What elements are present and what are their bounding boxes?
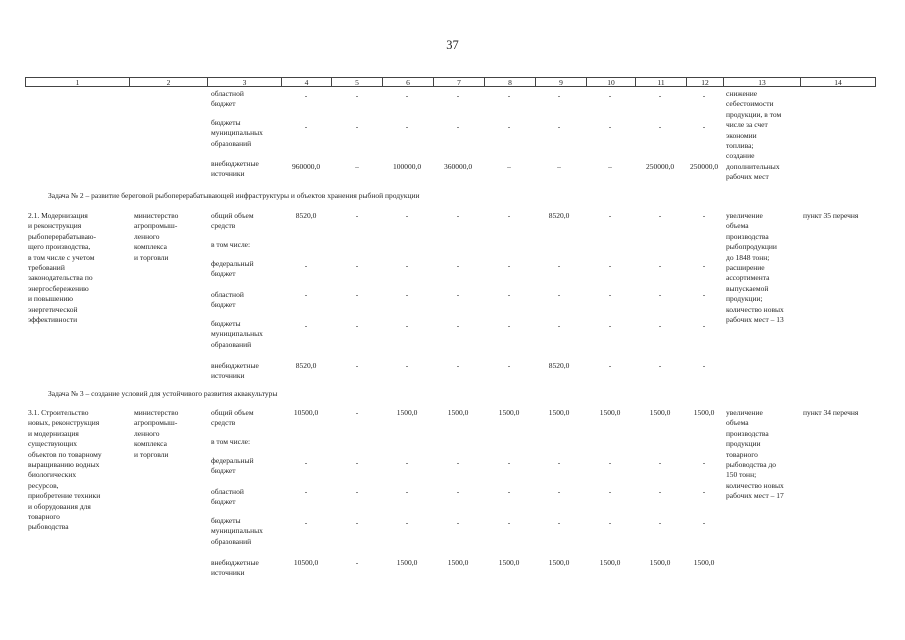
value-cell: - bbox=[304, 122, 308, 131]
value-cell: - bbox=[507, 361, 511, 370]
value-cell: 1500,0 bbox=[396, 558, 418, 567]
value-cell: - bbox=[355, 487, 359, 496]
value-cell: - bbox=[355, 290, 359, 299]
column-header-5: 5 bbox=[331, 77, 382, 87]
value-cell: – bbox=[507, 162, 511, 171]
value-cell: - bbox=[355, 261, 359, 270]
value-cell: - bbox=[702, 518, 706, 527]
value-cell: - bbox=[507, 518, 511, 527]
value-cell: - bbox=[456, 321, 460, 330]
value-cell: - bbox=[702, 122, 706, 131]
value-cell: - bbox=[507, 122, 511, 131]
value-cell: 10500,0 bbox=[293, 408, 319, 417]
value-cell: - bbox=[355, 408, 359, 417]
value-cell: - bbox=[456, 91, 460, 100]
column-header-1: 1 bbox=[25, 77, 129, 87]
column-header-14: 14 bbox=[800, 77, 876, 87]
value-cell: 1500,0 bbox=[599, 408, 621, 417]
funding-source: федеральный бюджет bbox=[211, 259, 254, 279]
funding-source: внебюджетные источники bbox=[211, 361, 259, 381]
value-cell: 1500,0 bbox=[498, 408, 520, 417]
value-cell: - bbox=[702, 487, 706, 496]
column-header-10: 10 bbox=[586, 77, 635, 87]
value-cell: - bbox=[608, 290, 612, 299]
funding-source: бюджеты муниципальных образований bbox=[211, 516, 263, 546]
column-header-8: 8 bbox=[484, 77, 535, 87]
column-header-13: 13 bbox=[723, 77, 800, 87]
value-cell: - bbox=[557, 290, 561, 299]
value-cell: - bbox=[557, 518, 561, 527]
column-header-7: 7 bbox=[433, 77, 484, 87]
value-cell: – bbox=[608, 162, 612, 171]
value-cell: 1500,0 bbox=[649, 558, 671, 567]
value-cell: - bbox=[355, 122, 359, 131]
expected-result: увеличение объема производства продукции товарного рыбоводства до 150 тонн; количество новых рабочих мест – 17 bbox=[726, 408, 784, 501]
value-cell: - bbox=[405, 211, 409, 220]
expected-result: увеличение объема производства рыбопродукции до 1848 тонн; расширение ассортимента выпускаемой продукции; количество новых рабочих мест – 13 bbox=[726, 211, 784, 325]
funding-source: общий объем средств bbox=[211, 211, 254, 231]
value-cell: - bbox=[405, 321, 409, 330]
funding-source: в том числе: bbox=[211, 240, 251, 249]
value-cell: - bbox=[557, 321, 561, 330]
value-cell: - bbox=[608, 321, 612, 330]
funding-source: внебюджетные источники bbox=[211, 558, 259, 578]
value-cell: 1500,0 bbox=[548, 408, 570, 417]
value-cell: - bbox=[608, 122, 612, 131]
value-cell: - bbox=[405, 290, 409, 299]
value-cell: - bbox=[658, 321, 662, 330]
value-cell: - bbox=[456, 122, 460, 131]
funding-source: в том числе: bbox=[211, 437, 251, 446]
value-cell: - bbox=[405, 458, 409, 467]
value-cell: - bbox=[456, 211, 460, 220]
funding-source: бюджеты муниципальных образований bbox=[211, 319, 263, 349]
value-cell: 100000,0 bbox=[392, 162, 422, 171]
value-cell: - bbox=[608, 91, 612, 100]
expected-result: снижение себестоимости продукции, в том числе за счет экономии топлива; создание дополнительных рабочих мест bbox=[726, 89, 782, 182]
value-cell: - bbox=[507, 458, 511, 467]
value-cell: - bbox=[405, 361, 409, 370]
value-cell: - bbox=[658, 487, 662, 496]
value-cell: - bbox=[304, 487, 308, 496]
funding-source: федеральный бюджет bbox=[211, 456, 254, 476]
value-cell: - bbox=[658, 361, 662, 370]
value-cell: - bbox=[608, 487, 612, 496]
task-heading: Задача № 3 – создание условий для устойчивого развития аквакультуры bbox=[48, 389, 278, 398]
value-cell: - bbox=[355, 361, 359, 370]
value-cell: - bbox=[608, 261, 612, 270]
column-header-11: 11 bbox=[635, 77, 686, 87]
value-cell: - bbox=[507, 261, 511, 270]
value-cell: - bbox=[702, 361, 706, 370]
column-header-12: 12 bbox=[686, 77, 723, 87]
value-cell: - bbox=[304, 261, 308, 270]
value-cell: - bbox=[702, 290, 706, 299]
value-cell: - bbox=[507, 211, 511, 220]
value-cell: - bbox=[405, 261, 409, 270]
value-cell: 250000,0 bbox=[689, 162, 719, 171]
value-cell: - bbox=[456, 518, 460, 527]
value-cell: 960000,0 bbox=[291, 162, 321, 171]
value-cell: - bbox=[456, 261, 460, 270]
value-cell: 1500,0 bbox=[447, 408, 469, 417]
value-cell: - bbox=[658, 91, 662, 100]
value-cell: 8520,0 bbox=[548, 211, 570, 220]
value-cell: - bbox=[405, 518, 409, 527]
value-cell: - bbox=[507, 91, 511, 100]
value-cell: - bbox=[355, 558, 359, 567]
value-cell: - bbox=[702, 321, 706, 330]
value-cell: - bbox=[507, 290, 511, 299]
value-cell: - bbox=[355, 91, 359, 100]
value-cell: 1500,0 bbox=[649, 408, 671, 417]
value-cell: - bbox=[405, 122, 409, 131]
value-cell: - bbox=[557, 487, 561, 496]
value-cell: - bbox=[304, 518, 308, 527]
program-reference: пункт 35 перечня bbox=[803, 211, 859, 220]
value-cell: - bbox=[608, 518, 612, 527]
value-cell: - bbox=[355, 518, 359, 527]
task-heading: Задача № 2 – развитие береговой рыбоперерабатывающей инфраструктуры и объектов хранения рыбной продукции bbox=[48, 191, 420, 200]
value-cell: - bbox=[658, 290, 662, 299]
value-cell: 360000,0 bbox=[443, 162, 473, 171]
funding-source: областной бюджет bbox=[211, 290, 244, 310]
executor: министерство агропромыш- ленного комплекса и торговли bbox=[134, 211, 179, 262]
value-cell: - bbox=[608, 211, 612, 220]
value-cell: - bbox=[658, 261, 662, 270]
value-cell: - bbox=[658, 518, 662, 527]
value-cell: 1500,0 bbox=[693, 408, 715, 417]
measure-name: 2.1. Модернизация и реконструкция рыбоперерабатываю- щего производства, в том числе с учетом требований законодательства по энергосбережению и повышению энергетической эффективности bbox=[28, 211, 96, 325]
value-cell: – bbox=[557, 162, 561, 171]
value-cell: - bbox=[702, 458, 706, 467]
value-cell: - bbox=[557, 122, 561, 131]
value-cell: - bbox=[608, 361, 612, 370]
value-cell: - bbox=[702, 211, 706, 220]
value-cell: - bbox=[507, 487, 511, 496]
value-cell: - bbox=[405, 487, 409, 496]
value-cell: - bbox=[456, 458, 460, 467]
executor: министерство агропромыш- ленного комплекса и торговли bbox=[134, 408, 179, 459]
funding-source: общий объем средств bbox=[211, 408, 254, 428]
column-header-6: 6 bbox=[382, 77, 433, 87]
value-cell: - bbox=[702, 261, 706, 270]
funding-source: областной бюджет bbox=[211, 487, 244, 507]
value-cell: - bbox=[355, 211, 359, 220]
page-number: 37 bbox=[446, 38, 459, 52]
value-cell: - bbox=[304, 91, 308, 100]
funding-source: областной бюджет bbox=[211, 89, 244, 109]
column-header-3: 3 bbox=[207, 77, 281, 87]
value-cell: - bbox=[456, 361, 460, 370]
funding-source: внебюджетные источники bbox=[211, 159, 259, 179]
value-cell: - bbox=[304, 458, 308, 467]
value-cell: - bbox=[557, 261, 561, 270]
value-cell: - bbox=[355, 321, 359, 330]
value-cell: 250000,0 bbox=[645, 162, 675, 171]
program-reference: пункт 34 перечня bbox=[803, 408, 859, 417]
column-header-9: 9 bbox=[535, 77, 586, 87]
value-cell: - bbox=[355, 458, 359, 467]
value-cell: - bbox=[456, 487, 460, 496]
value-cell: 1500,0 bbox=[599, 558, 621, 567]
value-cell: 1500,0 bbox=[548, 558, 570, 567]
value-cell: - bbox=[304, 321, 308, 330]
value-cell: - bbox=[702, 91, 706, 100]
value-cell: - bbox=[658, 458, 662, 467]
value-cell: 1500,0 bbox=[498, 558, 520, 567]
value-cell: - bbox=[456, 290, 460, 299]
value-cell: - bbox=[304, 290, 308, 299]
value-cell: 1500,0 bbox=[693, 558, 715, 567]
value-cell: - bbox=[507, 321, 511, 330]
value-cell: - bbox=[405, 91, 409, 100]
value-cell: 1500,0 bbox=[396, 408, 418, 417]
value-cell: 10500,0 bbox=[293, 558, 319, 567]
funding-source: бюджеты муниципальных образований bbox=[211, 118, 263, 148]
value-cell: - bbox=[557, 458, 561, 467]
value-cell: 8520,0 bbox=[295, 211, 317, 220]
value-cell: 1500,0 bbox=[447, 558, 469, 567]
column-header-4: 4 bbox=[281, 77, 331, 87]
value-cell: - bbox=[608, 458, 612, 467]
value-cell: - bbox=[557, 91, 561, 100]
value-cell: 8520,0 bbox=[548, 361, 570, 370]
measure-name: 3.1. Строительство новых, реконструкция и модернизация существующих объектов по товарному выращиванию водных биологических ресурсов, приобретение техники и оборудования для товарного рыбоводства bbox=[28, 408, 102, 532]
value-cell: 8520,0 bbox=[295, 361, 317, 370]
value-cell: - bbox=[658, 211, 662, 220]
value-cell: - bbox=[658, 122, 662, 131]
column-header-2: 2 bbox=[129, 77, 207, 87]
value-cell: – bbox=[355, 162, 359, 171]
